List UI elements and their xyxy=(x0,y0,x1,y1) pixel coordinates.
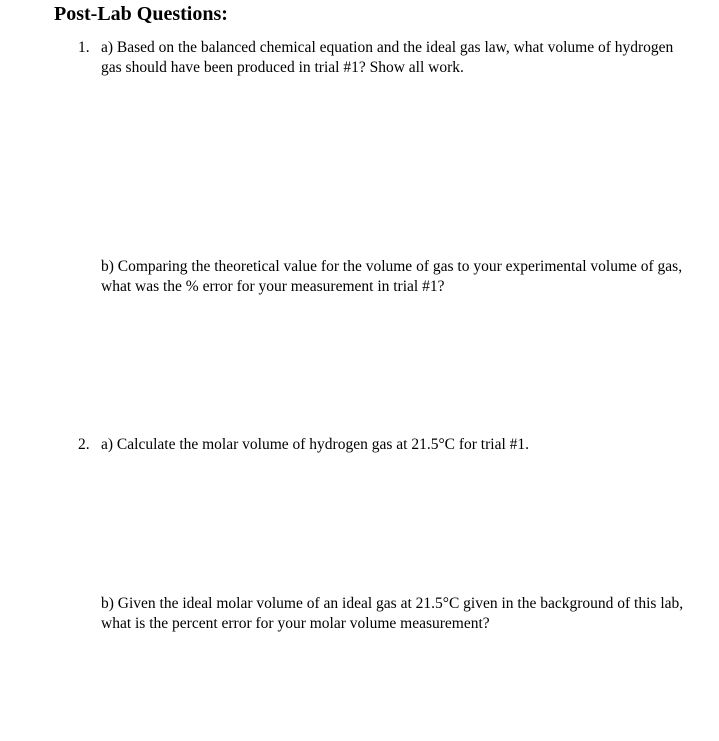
page-title: Post-Lab Questions: xyxy=(54,3,228,25)
question-2b-text: b) Given the ideal molar volume of an ideal gas at 21.5°C given in the background of this lab, what is the percent error for your molar volume measurement? xyxy=(101,595,684,632)
question-2-number: 2. xyxy=(78,436,90,453)
question-1b-text: b) Comparing the theoretical value for the volume of gas to your experimental volume of gas, what was the % error for your measurement in trial #1? xyxy=(101,258,683,295)
question-1b-answer-space[interactable] xyxy=(101,298,686,428)
question-2a-text: a) Calculate the molar volume of hydrogen gas at 21.5°C for trial #1. xyxy=(101,436,530,453)
question-1-number: 1. xyxy=(78,39,90,56)
question-1a-answer-space[interactable] xyxy=(101,80,686,250)
question-2b-answer-space[interactable] xyxy=(101,636,686,736)
question-1a-text: a) Based on the balanced chemical equation and the ideal gas law, what volume of hydrogen gas should have been produced in trial #1? Show all work. xyxy=(101,39,674,76)
question-2a-answer-space[interactable] xyxy=(101,458,686,588)
